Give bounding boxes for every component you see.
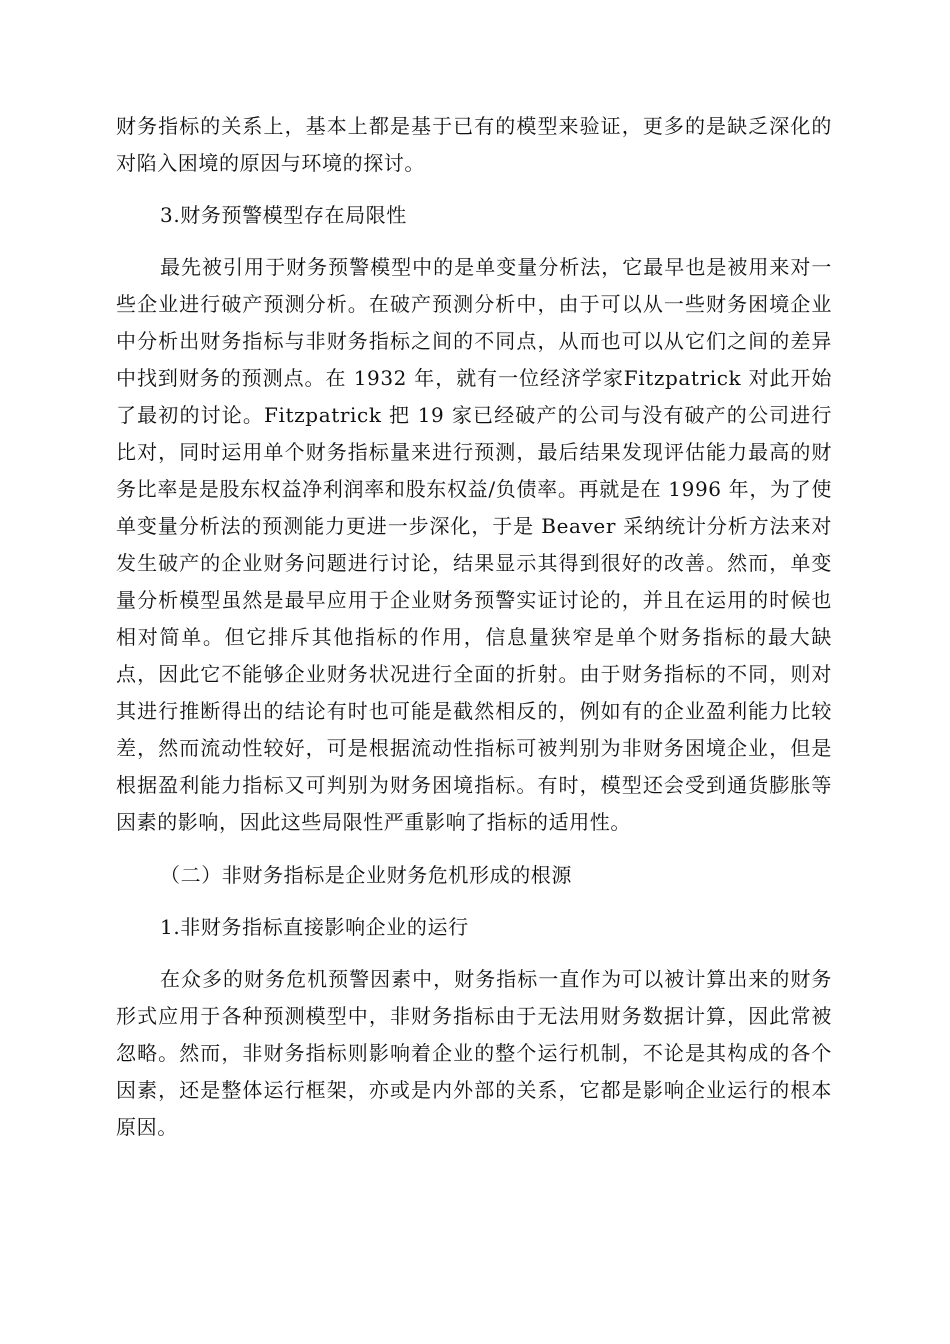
paragraph-nonfinancial-indicators: 在众多的财务危机预警因素中，财务指标一直作为可以被计算出来的财务形式应用于各种预测模型中，非财务指标由于无法用财务数据计算，因此常被忽略。然而，非财务指标则影响着企业的整个运行机制，不论是其构成的各个因素，还是整体运行框架，亦或是内外部的关系，它都是影响企业运行的根本原因。 — [116, 967, 832, 1139]
paragraph-univariate-analysis: 最先被引用于财务预警模型中的是单变量分析法，它最早也是被用来对一些企业进行破产预测分析。在破产预测分析中，由于可以从一些财务困境企业中分析出财务指标与非财务指标之间的不同点，从而也可以从它们之间的差异中找到财务的预测点。在 1932 年，就有一位经济学家Fitzpatrick 对此开始了最初的讨论。Fitzpatrick 把 19 家已经破产的公司与没有破产的公司进行比对，同时运用单个财务指标量来进行预测，最后结果发现评估能力最高的财务比率是是股东权益净利润率和股东权益/负债率。再就是在 1996 年，为了使单变量分析法的预测能力更进一步深化，于是 Beaver 采纳统计分析方法来对发生破产的企业财务问题进行讨论，结果显示其得到很好的改善。然而，单变量分析模型虽然是最早应用于企业财务预警实证讨论的，并且在运用的时候也相对简单。但它排斥其他指标的作用，信息量狭窄是单个财务指标的最大缺点，因此它不能够企业财务状况进行全面的折射。由于财务指标的不同，则对其进行推断得出的结论有时也可能是截然相反的，例如有的企业盈利能力比较差，然而流动性较好，可是根据流动性指标可被判别为非财务困境企业，但是根据盈利能力指标又可判别为财务困境指标。有时，模型还会受到通货膨胀等因素的影响，因此这些局限性严重影响了指标的适用性。 — [116, 255, 832, 834]
section-heading-1: 1.非财务指标直接影响企业的运行 — [160, 915, 469, 939]
section-heading-3: 3.财务预警模型存在局限性 — [160, 203, 407, 227]
paragraph-continuation: 财务指标的关系上，基本上都是基于已有的模型来验证，更多的是缺乏深化的对陷入困境的原因与环境的探讨。 — [116, 114, 832, 175]
spacer — [116, 234, 832, 249]
spacer — [116, 894, 832, 909]
spacer — [116, 182, 832, 197]
spacer — [116, 946, 832, 961]
spacer — [116, 841, 832, 857]
section-heading-2: （二）非财务指标是企业财务危机形成的根源 — [160, 863, 572, 887]
document-page — [116, 108, 832, 1146]
